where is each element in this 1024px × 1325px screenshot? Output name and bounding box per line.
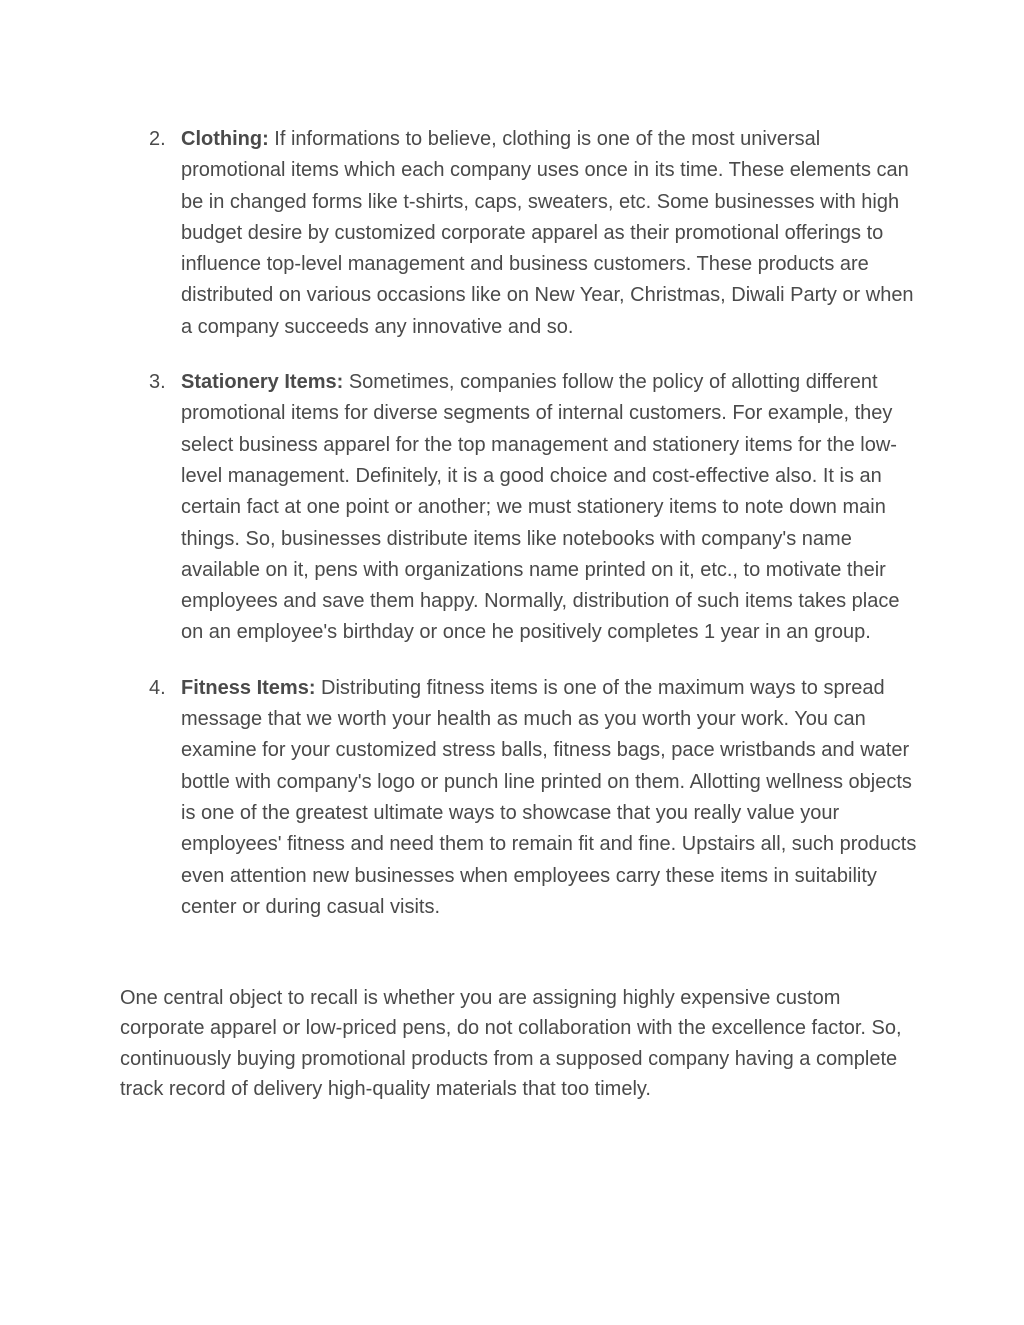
promotional-items-list	[120, 124, 920, 947]
list-item-number: 3.	[149, 371, 166, 394]
list-item-number: 4.	[149, 676, 166, 699]
list-item-number: 2.	[149, 128, 166, 150]
list-item-fitness	[120, 673, 920, 923]
list-item-clothing	[120, 124, 920, 343]
list-item-text: Sometimes, companies follow the policy of allotting different promotional items for diverse segments of internal customers. For example, they select business apparel for the top management and stationery items for the low-level management. Definitely, it is a good choice and cost-effective also. It is an certain fact at one point or another; we must stationery items to note down main things. So, businesses distribute items like notebooks with company's name available on it, pens with organizations name printed on it, etc., to motivate their employees and save them happy. Normally, distribution of such items takes place on an employee's birthday or once he positively completes 1 year in an group.	[181, 371, 900, 644]
list-item-stationery	[120, 367, 920, 649]
list-item-title: Clothing:	[181, 128, 269, 150]
list-item-title: Stationery Items:	[181, 371, 344, 394]
list-item-text: Distributing fitness items is one of the maximum ways to spread message that we worth your health as much as you worth your work. You can examine for your customized stress balls, fitness bags, pace wristbands and water bottle with company's logo or punch line printed on them. Allotting wellness objects is one of the greatest ultimate ways to showcase that you really value your employees' fitness and need them to remain fit and fine. Upstairs all, such products even attention new businesses when employees carry these items in suitability center or during casual visits.	[181, 676, 917, 918]
list-item-title: Fitness Items:	[181, 676, 316, 699]
closing-paragraph: One central object to recall is whether you are assigning highly expensive custom corporate apparel or low-priced pens, do not collaboration with the excellence factor. So, continuously buying promotional products from a supposed company having a complete track record of delivery high-quality materials that too timely.	[120, 987, 902, 1100]
list-item-text: If informations to believe, clothing is one of the most universal promotional items which each company uses once in its time. These elements can be in changed forms like t-shirts, caps, sweaters, etc. Some businesses with high budget desire by customized corporate apparel as their promotional offerings to influence top-level management and business customers. These products are distributed on various occasions like on New Year, Christmas, Diwali Party or when a company succeeds any innovative and so.	[181, 128, 914, 338]
